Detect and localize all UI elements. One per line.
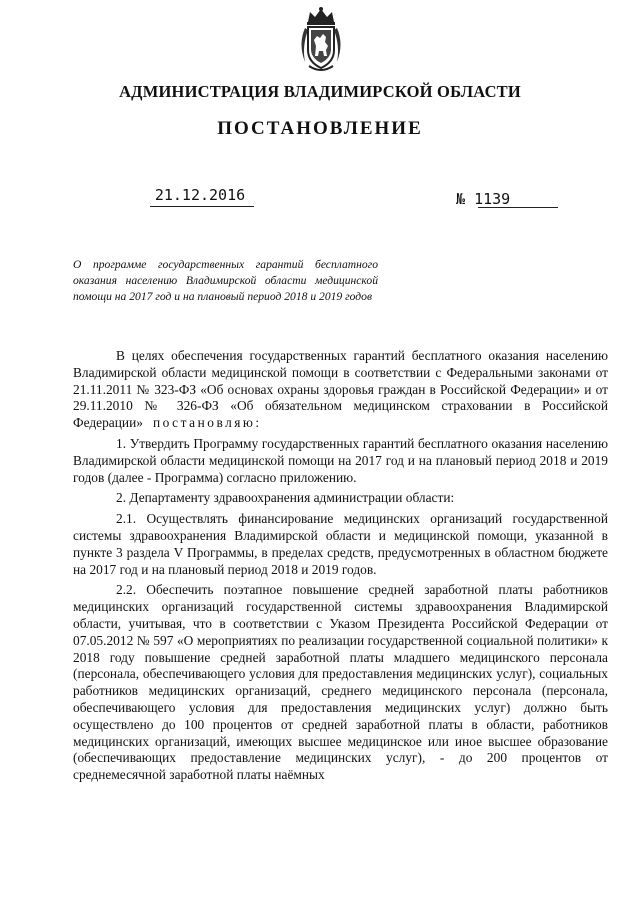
- preamble-text: В целях обеспечения государственных гарантий бесплатного оказания населению Владимирской области медицинской помощи в соответствии с Федеральными законами от 21.11.2011 № 323-ФЗ «Об основах охраны здоровья граждан в Российской Федерации» и от 29.11.2010 № 326-ФЗ «Об обязательном медицинском страховании в Российской Федерации»: [73, 348, 608, 431]
- paragraph-2-2: 2.2. Обеспечить поэтапное повышение средней заработной платы работников медицинских организаций государственной системы здравоохранения Владимирской области, учитывая, что в соответствии с Указом Президента Российской Федерации от 07.05.2012 № 597 «О мероприятиях по реализации государственной социальной политики» к 2018 году повышение средней заработной платы младшего медицинского персонала (персонала, обеспечивающего условия для предоставления медицинских услуг), социальных работников медицинских организаций, среднего медицинского персонала (персонала, обеспечивающего условия для предоставления медицинских услуг) должно быть осуществлено до 100 процентов от средней заработной платы в области, работников медицинских организаций, имеющих высшее медицинское или иное высшее образование (обеспечивающих предоставление медицинских услуг), - до 200 процентов от среднемесячной заработной платы наёмных: [73, 582, 608, 783]
- organization-title: АДМИНИСТРАЦИЯ ВЛАДИМИРСКОЙ ОБЛАСТИ: [119, 82, 521, 101]
- number-prefix: №: [456, 190, 466, 208]
- document-body: [73, 348, 608, 784]
- document-subject: О программе государственных гарантий бесплатного оказания населению Владимирской области медицинской помощи на 2017 год и на плановый период 2018 и 2019 годов: [73, 258, 378, 303]
- document-date: 21.12.2016: [154, 186, 246, 204]
- coat-of-arms-emblem: [296, 6, 346, 74]
- document-type-title: ПОСТАНОВЛЕНИЕ: [217, 118, 423, 139]
- number-underline: [478, 207, 558, 208]
- preamble-paragraph: [73, 348, 608, 432]
- decree-word: постановляю:: [152, 415, 262, 431]
- paragraph-1: 1. Утвердить Программу государственных гарантий бесплатного оказания населению Владимирской области медицинской помощи на 2017 год и на плановый период 2018 и 2019 годов (далее - Программа) согласно приложению.: [73, 435, 608, 485]
- paragraph-2-1: 2.1. Осуществлять финансирование медицинских организаций государственной системы здравоохранения Владимирской области и медицинской помощи, указанной в пункте 3 раздела V Программы, в пределах средств, предусмотренных в областном бюджете на 2017 год и на плановый период 2018 и 2019 годов.: [73, 511, 608, 577]
- document-number: [456, 190, 510, 208]
- date-underline: [150, 206, 254, 207]
- number-value: 1139: [474, 190, 511, 208]
- paragraph-2: 2. Департаменту здравоохранения администрации области:: [116, 490, 455, 506]
